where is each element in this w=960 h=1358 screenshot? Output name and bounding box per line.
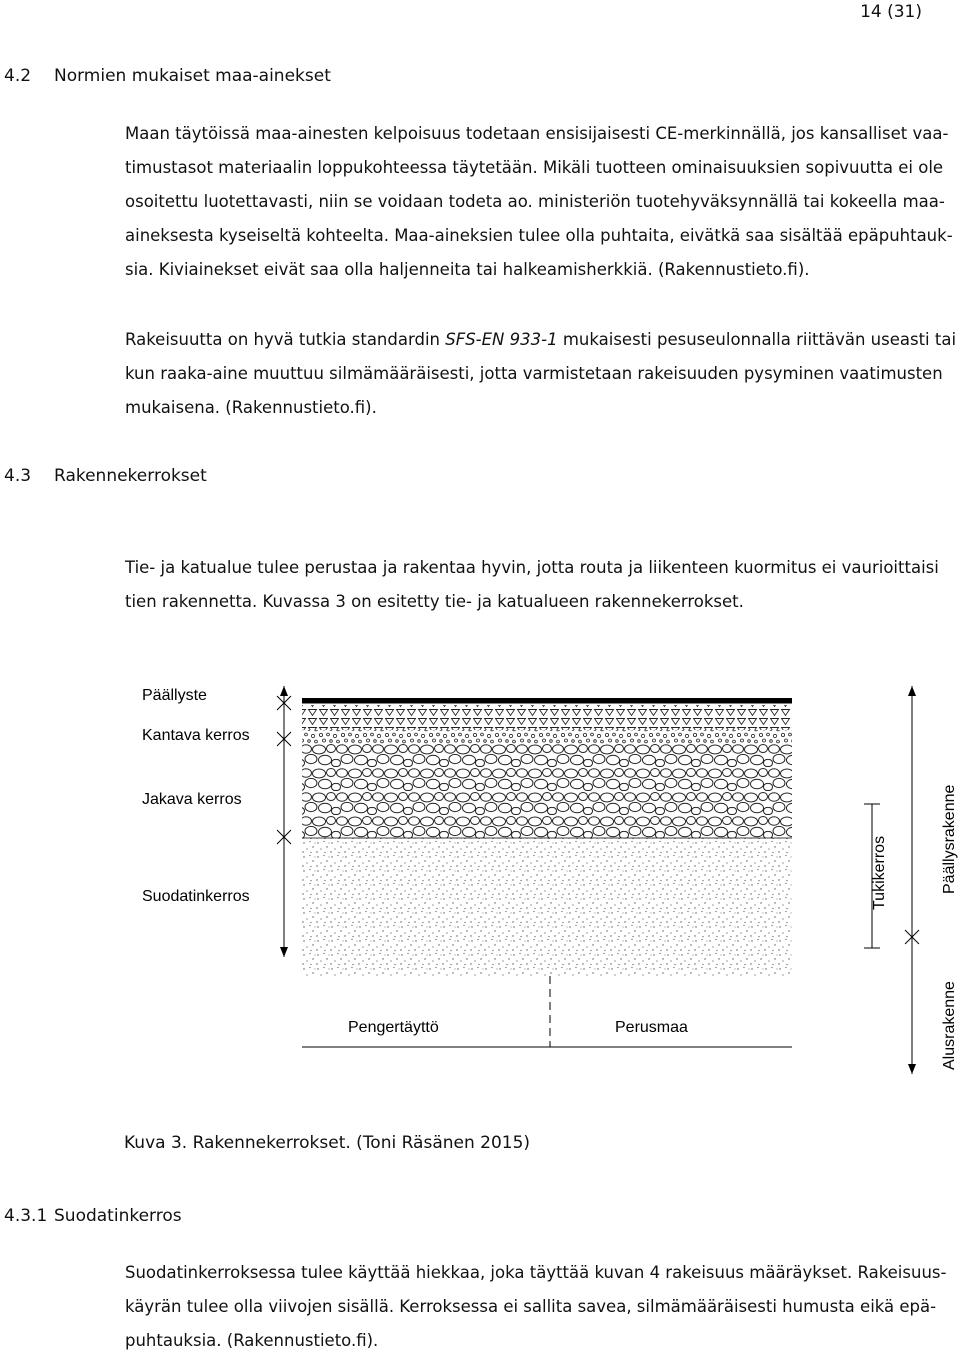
text-line [125,323,957,357]
standard-reference: SFS-EN 933-1 [445,330,558,349]
road-layers-figure [120,672,960,1082]
text-line: tien rakennetta. Kuvassa 3 on esitetty tie- ja katualueen rakennekerrokset. [125,592,744,611]
label-filter-layer: Suodatinkerros [142,888,250,905]
label-substructure: Alusrakenne [941,981,958,1070]
text-line: Maan täytöissä maa-ainesten kelpoisuus todetaan ensisijaisesti CE-merkinnällä, jos kansalliset vaa- [125,124,949,143]
label-embankment: Pengertäyttö [348,1019,439,1036]
base-layer-gravel [302,730,792,744]
arrow-down-icon [908,1064,916,1074]
heading-number: 4.3.1 [4,1206,48,1226]
subbase-stone-layer [302,744,792,838]
heading-title: Rakennekerrokset [54,466,207,486]
figure-caption: Kuva 3. Rakennekerrokset. (Toni Räsänen 2015) [124,1133,531,1153]
label-subbase-layer: Jakava kerros [142,791,242,808]
label-base-layer: Kantava kerros [142,727,250,744]
page-number: 14 (31) [860,2,922,22]
heading-title: Suodatinkerros [54,1206,182,1226]
text-line: Suodatinkerroksessa tulee käyttää hiekkaa, joka täyttää kuvan 4 rakeisuus määräykset. Rakeisuus- [125,1263,947,1282]
arrow-up-icon [280,686,288,696]
paragraph-grading [125,323,957,425]
text-fragment: Rakeisuutta on hyvä tutkia standardin [125,330,446,349]
heading-4-3-1 [4,1206,182,1226]
text-line: osoitettu luotettavasti, niin se voidaan todeta ao. ministeriön tuotehyväksynnällä tai kokeella maa- [125,192,945,211]
heading-title: Normien mukaiset maa-ainekset [54,66,331,86]
text-line: puhtauksia. (Rakennustieto.fi). [125,1331,379,1350]
filter-sand-layer [302,838,792,976]
text-line: timustasot materiaalin loppukohteessa täytetään. Mikäli tuotteen ominaisuuksien sopivuutta ei ole [125,158,944,177]
text-line: mukaisena. (Rakennustieto.fi). [125,398,377,417]
arrow-down-icon [280,947,288,957]
paragraph-layers [125,551,945,619]
label-surface: Päällyste [142,687,207,704]
heading-number: 4.3 [4,466,32,486]
text-line: Tie- ja katualue tulee perustaa ja rakentaa hyvin, jotta routa ja liikenteen kuormitus ei vaurioittaisi [125,558,939,577]
label-subgrade: Perusmaa [615,1019,688,1036]
heading-4-2 [4,66,331,86]
arrow-up-icon [908,686,916,696]
text-line: sia. Kiviainekset eivät saa olla haljenneita tai halkeamisherkkiä. (Rakennustieto.fi). [125,260,810,279]
paragraph-filter-layer [125,1256,945,1358]
text-line: käyrän tulee olla viivojen sisällä. Kerroksessa ei sallita savea, silmämääräisesti humusta eikä epä- [125,1297,937,1316]
text-line: kun raaka-aine muuttuu silmämääräisesti, jotta varmistetaan rakeisuuden pysyminen vaatimusten [125,364,943,383]
heading-4-3 [4,466,207,486]
paragraph-materials [125,117,953,287]
base-layer-top [302,705,792,730]
text-fragment: mukaisesti pesuseulonnalla riittävän useasti tai [557,330,957,349]
heading-number: 4.2 [4,66,32,86]
text-line: aineksesta kyseiseltä kohteelta. Maa-aineksien tulee olla puhtaita, eivätkä saa sisältää epäpuhtauk- [125,226,953,245]
label-pavement-structure: Päällysrakenne [941,784,958,894]
asphalt-surface-layer [302,698,792,703]
label-support-layer: Tukikerros [871,835,888,910]
